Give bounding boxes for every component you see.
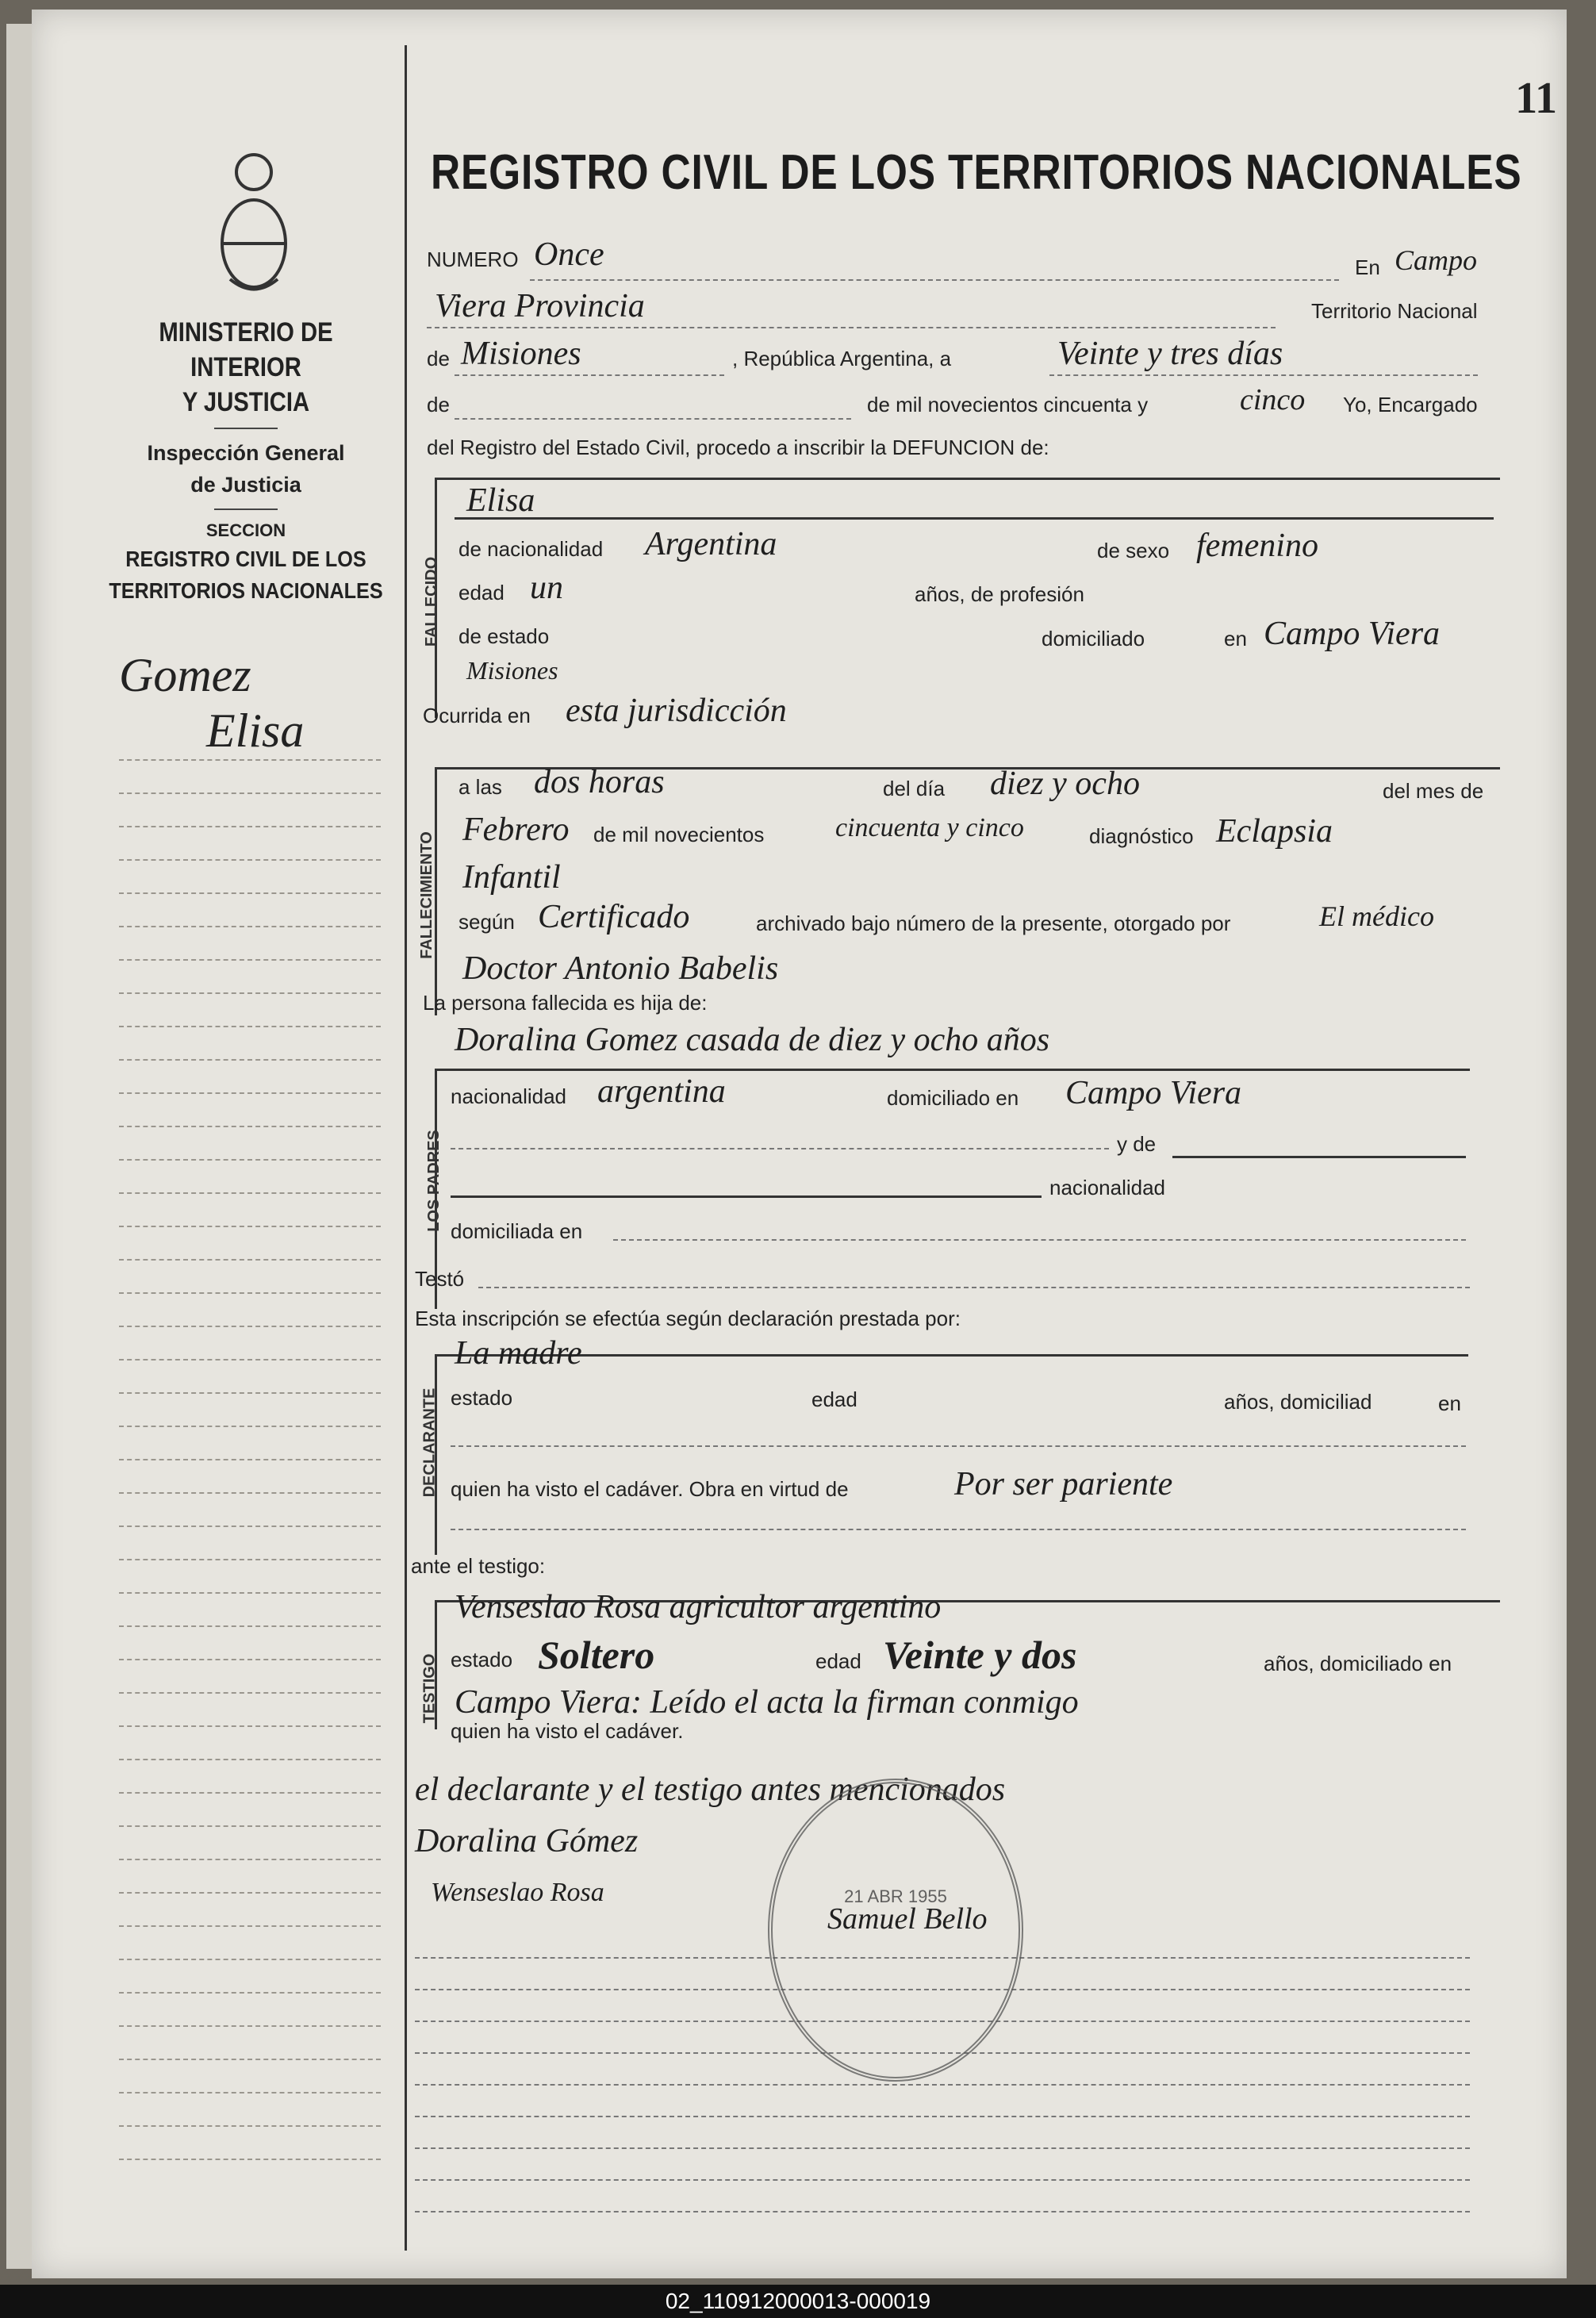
testo-label: Testó: [415, 1267, 465, 1291]
page-title: REGISTRO CIVIL DE LOS TERRITORIOS NACIONALES: [431, 145, 1522, 200]
anio-value: cinco: [1240, 383, 1306, 416]
anio2-value: cincuenta y cinco: [835, 813, 1024, 842]
cierre-value: el declarante y el testigo antes mencionados: [415, 1771, 1006, 1808]
edad-3-label: edad: [815, 1649, 861, 1673]
testigo-label: ante el testigo:: [411, 1554, 546, 1578]
page-number: 11: [1515, 74, 1557, 123]
lugar-value: Viera Provincia: [435, 288, 645, 324]
numero-label: NUMERO: [427, 248, 519, 271]
mes-value: Febrero: [462, 812, 570, 848]
coat-of-arms-icon: [210, 140, 297, 299]
del-dia-label: del día: [883, 777, 946, 800]
ocurrida-value: esta jurisdicción: [566, 693, 787, 729]
yo-label: Yo, Encargado: [1343, 393, 1478, 416]
testigo-value: Venseslao Rosa agricultor argentino: [455, 1589, 942, 1625]
mil-novecientos-label: de mil novecientos cincuenta y: [867, 393, 1149, 416]
inspection-label-2: de Justicia: [190, 473, 301, 497]
intro-text: del Registro del Estado Civil, procedo a inscribir la DEFUNCION de:: [427, 436, 1049, 459]
domiciliado-en-label: domiciliado en: [887, 1086, 1019, 1110]
declarante-tag: DECLARANTE: [420, 1387, 439, 1498]
main-form: [405, 45, 1557, 2251]
testigo-tag: TESTIGO: [420, 1653, 439, 1724]
y-de-label: y de: [1117, 1132, 1157, 1156]
filename-bar: 02_110912000013-000019: [0, 2285, 1596, 2318]
ministry-name-2: Y JUSTICIA: [182, 387, 310, 417]
inscripcion-label: Esta inscripción se efectúa según declaración prestada por:: [415, 1307, 961, 1330]
padres-tag: LOS PADRES: [424, 1130, 443, 1232]
dom-testigo-value: Campo Viera: Leído el acta la firman conmigo: [455, 1684, 1079, 1721]
domicilio-value: Campo Viera: [1264, 616, 1441, 652]
diagnostico-label: diagnóstico: [1089, 824, 1194, 848]
dia-value: diez y ocho: [990, 766, 1140, 802]
edad-testigo-value: Veinte y dos: [883, 1633, 1077, 1677]
edad-value: un: [530, 570, 563, 606]
fallecido-tag: FALLECIDO: [423, 556, 441, 647]
domiciliado-label: domiciliado: [1042, 627, 1145, 650]
medico-value: El médico: [1319, 900, 1434, 932]
margin-note-surname: Gomez: [119, 649, 251, 701]
estado-3-label: estado: [451, 1648, 513, 1671]
territorio-label: Territorio Nacional: [1311, 299, 1478, 323]
ministry-heading: [87, 315, 405, 607]
numero-value: Once: [534, 236, 604, 273]
hija-label: La persona fallecida es hija de:: [423, 991, 708, 1015]
segun-label: según: [458, 910, 515, 934]
anos-dom-2-label: años, domiciliado en: [1264, 1652, 1452, 1675]
de2-label: de: [427, 393, 450, 416]
domiciliada-label: domiciliada en: [451, 1219, 583, 1243]
domicilio-value-2: Misiones: [466, 656, 558, 685]
declarante-value: La madre: [455, 1335, 582, 1372]
madre-value: Doralina Gomez casada de diez y ocho años: [455, 1022, 1050, 1058]
declarante-section: [435, 1354, 1468, 1555]
margin-lines: [119, 759, 381, 2192]
republica-label: , República Argentina, a: [732, 347, 952, 370]
edad-label: edad: [458, 581, 505, 604]
sexo-label: de sexo: [1097, 539, 1170, 562]
nac-madre-value: argentina: [597, 1073, 726, 1110]
doctor-value: Doctor Antonio Babelis: [462, 950, 779, 987]
seccion-label: SECCION: [205, 520, 286, 540]
register-page: [32, 10, 1567, 2278]
ocurrida-label: Ocurrida en: [423, 704, 531, 727]
stamp-date: 21 ABR 1955: [844, 1886, 947, 1906]
mil-novecientos-2-label: de mil novecientos: [593, 823, 765, 846]
virtud-value: Por ser pariente: [954, 1466, 1173, 1502]
fallecimiento-tag: FALLECIMIENTO: [417, 831, 435, 959]
de-label: de: [427, 347, 450, 370]
registro-label-2: TERRITORIOS NACIONALES: [109, 578, 383, 603]
margin-note-name: Elisa: [206, 704, 305, 757]
nacionalidad-3-label: nacionalidad: [1049, 1176, 1166, 1199]
estado-label: de estado: [458, 624, 550, 648]
official-stamp: [768, 1779, 1023, 2082]
anos-dom-label: años, domiciliad: [1224, 1390, 1372, 1414]
estado-testigo-value: Soltero: [538, 1633, 655, 1677]
provincia-value: Misiones: [461, 336, 581, 372]
cadaver-label: quien ha visto el cadáver. Obra en virtud de: [451, 1477, 849, 1501]
sexo-value: femenino: [1196, 528, 1318, 564]
dom-madre-value: Campo Viera: [1065, 1075, 1242, 1111]
edad-2-label: edad: [811, 1387, 857, 1411]
firma-madre: Doralina Gómez: [415, 1823, 639, 1859]
del-mes-label: del mes de: [1383, 779, 1484, 803]
sidebar: [87, 45, 405, 2251]
nacionalidad-2-label: nacionalidad: [451, 1084, 567, 1108]
en-label-2: en: [1224, 627, 1247, 650]
certificado-value: Certificado: [538, 899, 690, 935]
ministry-name: MINISTERIO DE INTERIOR: [159, 317, 333, 382]
nacionalidad-value: Argentina: [645, 526, 777, 562]
hora-value: dos horas: [534, 764, 665, 800]
firma-testigo: Wenseslao Rosa: [431, 1878, 604, 1907]
nacionalidad-label: de nacionalidad: [458, 537, 604, 561]
fecha-value: Veinte y tres días: [1057, 336, 1283, 372]
nombre-value: Elisa: [466, 482, 535, 519]
en-value: Campo: [1395, 244, 1478, 276]
registro-label: REGISTRO CIVIL DE LOS: [125, 547, 366, 571]
en-label: En: [1355, 255, 1380, 279]
diagnostico-value: Eclapsia: [1216, 813, 1333, 850]
a-las-label: a las: [458, 775, 502, 799]
inspection-label: Inspección General: [147, 441, 345, 465]
archivado-label: archivado bajo número de la presente, otorgado por: [756, 911, 1231, 935]
estado-2-label: estado: [451, 1386, 513, 1410]
diagnostico-value-2: Infantil: [462, 859, 561, 896]
cadaver-2-label: quien ha visto el cadáver.: [451, 1719, 684, 1743]
en-3-label: en: [1438, 1391, 1461, 1415]
firma-encargado: Samuel Bello: [827, 1902, 988, 1936]
anos-profesion-label: años, de profesión: [915, 582, 1084, 606]
